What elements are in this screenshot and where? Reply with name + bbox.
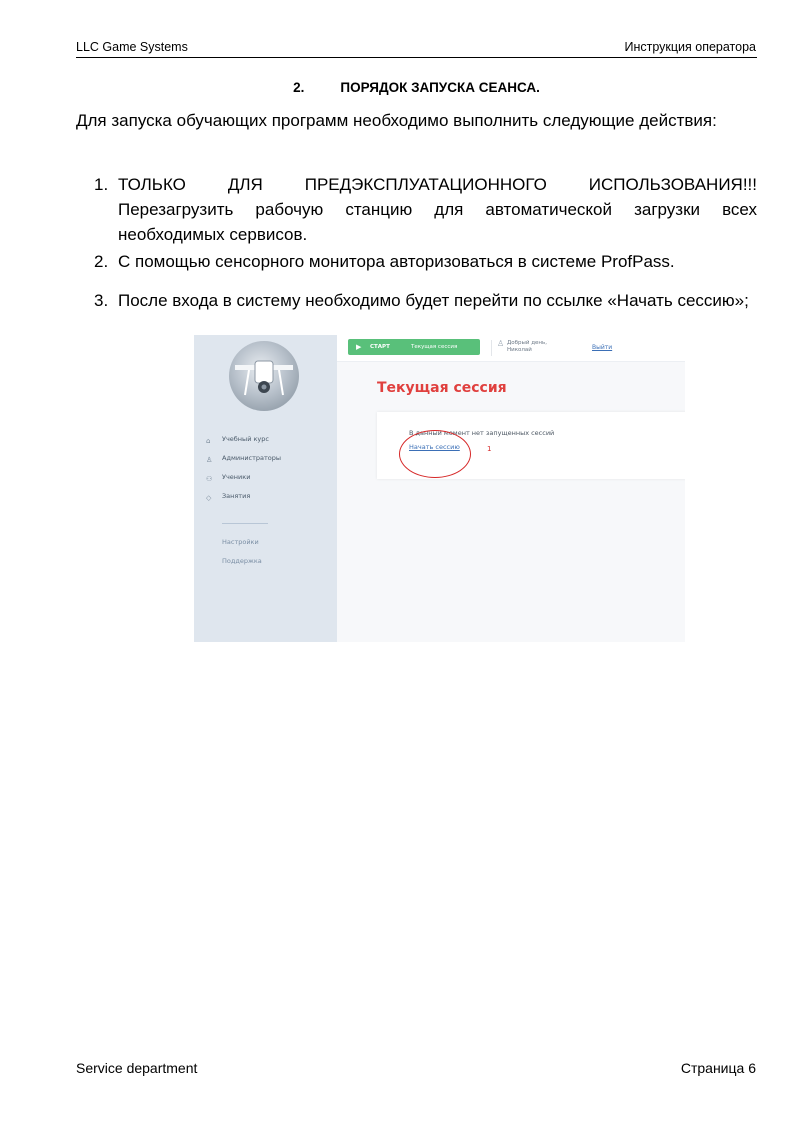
start-label: СТАРТ (370, 344, 390, 350)
logout-link[interactable]: Выйти (592, 344, 613, 351)
header-doc-title: Инструкция оператора (624, 40, 756, 54)
app-sidebar (194, 335, 337, 642)
annotation-number: 1 (487, 445, 492, 453)
app-topbar (337, 335, 685, 362)
sidebar-divider (222, 523, 268, 524)
section-title (76, 80, 757, 95)
step-number: 2. (94, 252, 109, 271)
sidebar-secondary (222, 538, 262, 576)
header-rule (76, 57, 757, 58)
admin-icon: ♙ (206, 456, 213, 464)
sidebar-item-support[interactable]: Поддержка (222, 557, 262, 565)
avatar (229, 341, 299, 411)
lessons-icon: ◇ (206, 494, 212, 502)
step-item-1 (76, 172, 757, 247)
step-number: 3. (94, 291, 109, 310)
drone-icon (229, 341, 299, 411)
page-title: Текущая сессия (377, 380, 507, 396)
home-icon: ⌂ (206, 437, 211, 445)
section-number: 2. (293, 80, 305, 95)
start-button[interactable] (348, 339, 480, 355)
section-title-text: ПОРЯДОК ЗАПУСКА СЕАНСА. (340, 80, 540, 95)
greeting-line-1: Добрый день, (507, 340, 547, 346)
sidebar-item-label: Администраторы (222, 454, 282, 462)
topbar-divider (491, 340, 492, 356)
footer-page-number: Страница 6 (680, 1060, 756, 1076)
session-card (377, 412, 685, 479)
sidebar-item-lessons[interactable] (204, 490, 281, 509)
step-item-3 (76, 288, 757, 313)
step-text: С помощью сенсорного монитора авторизоваться в системе ProfPass. (118, 252, 675, 271)
app-main (337, 335, 685, 642)
footer-department: Service department (76, 1060, 198, 1076)
sidebar-item-label: Учебный курс (222, 435, 269, 443)
students-icon: ⚇ (206, 475, 213, 483)
user-icon: ♙ (497, 339, 505, 348)
greeting-line-2: Николай (507, 346, 532, 353)
current-session-label: Текущая сессия (411, 344, 458, 350)
header-company: LLC Game Systems (76, 40, 188, 54)
steps-list (76, 172, 757, 313)
step-text: ТОЛЬКО ДЛЯ ПРЕДЭКСПЛУАТАЦИОННОГО ИСПОЛЬЗОВАНИЯ!!! Перезагрузить рабочую станцию для автоматической загрузки всех необходимых сервисов. (118, 175, 757, 244)
sidebar-item-admins[interactable] (204, 452, 281, 471)
step-number: 1. (94, 175, 109, 194)
intro-paragraph: Для запуска обучающих программ необходимо выполнить следующие действия: (76, 111, 717, 130)
step-text: После входа в систему необходимо будет перейти по ссылке «Начать сессию»; (118, 291, 749, 310)
sidebar-item-label: Занятия (222, 492, 251, 500)
sidebar-item-label: Ученики (222, 473, 251, 481)
sidebar-nav (204, 433, 281, 509)
embedded-screenshot (194, 335, 685, 642)
start-session-link[interactable]: Начать сессию (409, 443, 460, 451)
play-icon: ▶ (356, 343, 362, 351)
sidebar-item-students[interactable] (204, 471, 281, 490)
no-sessions-message: В данный момент нет запущенных сессий (409, 429, 555, 437)
highlight-oval (399, 430, 471, 478)
sidebar-item-course[interactable] (204, 433, 281, 452)
user-greeting (497, 339, 547, 353)
step-item-2 (76, 249, 757, 274)
sidebar-item-settings[interactable]: Настройки (222, 538, 259, 546)
